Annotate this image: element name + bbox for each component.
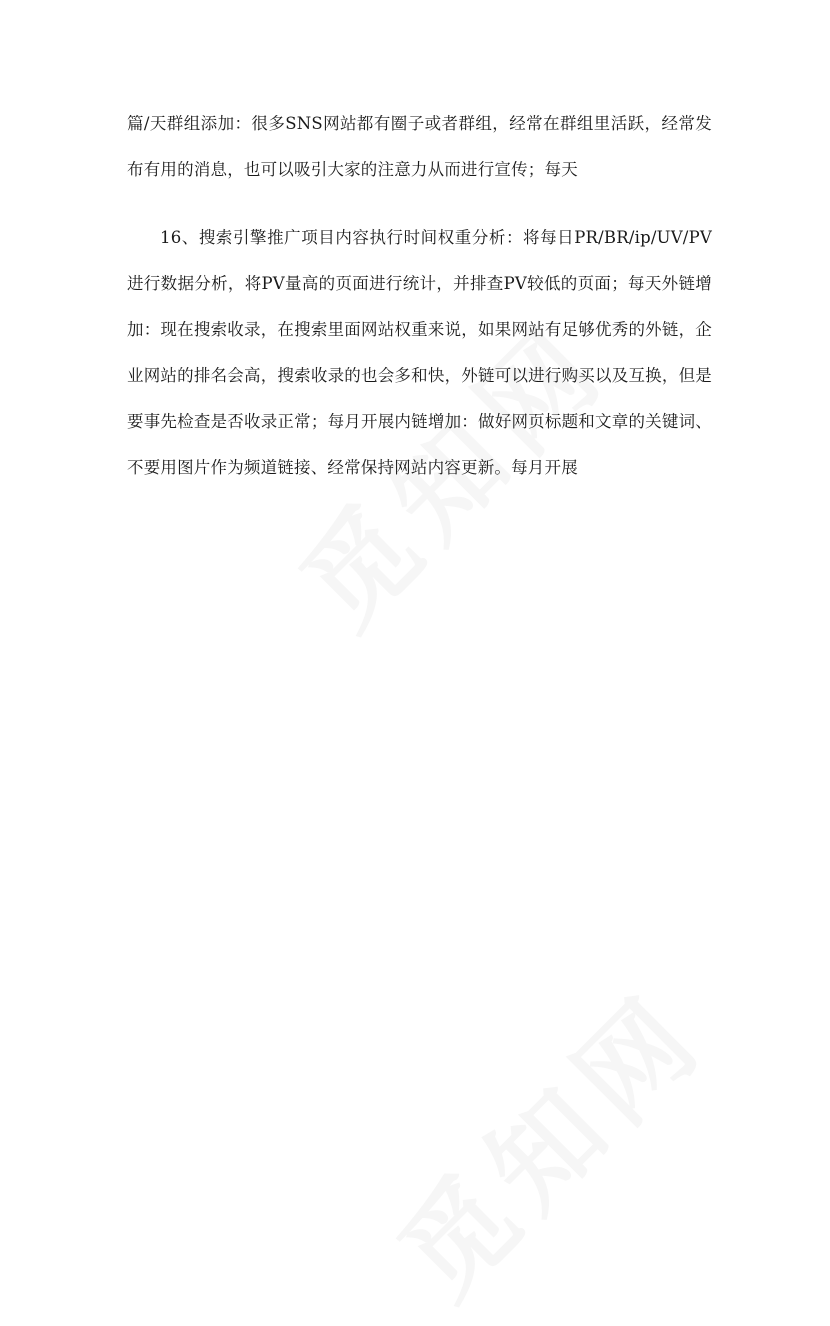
watermark [359,952,734,1326]
paragraph: 16、搜索引擎推广项目内容执行时间权重分析：将每日PR/BR/ip/UV/PV进行数据分析，将PV量高的页面进行统计，并排查PV较低的页面；每天外链增加：现在搜索收录，在搜索里面网站权重来说，如果网站有足够优秀的外链，企业网站的排名会高，搜索收录的也会多和快，外链可以进行购买以及互换，但是要事先检查是否收录正常；每月开展内链增加：做好网页标题和文章的关键词、不要用图片作为频道链接、经常保持网站内容更新。每月开展 [127,228,712,477]
paragraph: 篇/天群组添加：很多SNS网站都有圈子或者群组，经常在群组里活跃，经常发布有用的消息，也可以吸引大家的注意力从而进行宣传；每天 [127,114,712,179]
